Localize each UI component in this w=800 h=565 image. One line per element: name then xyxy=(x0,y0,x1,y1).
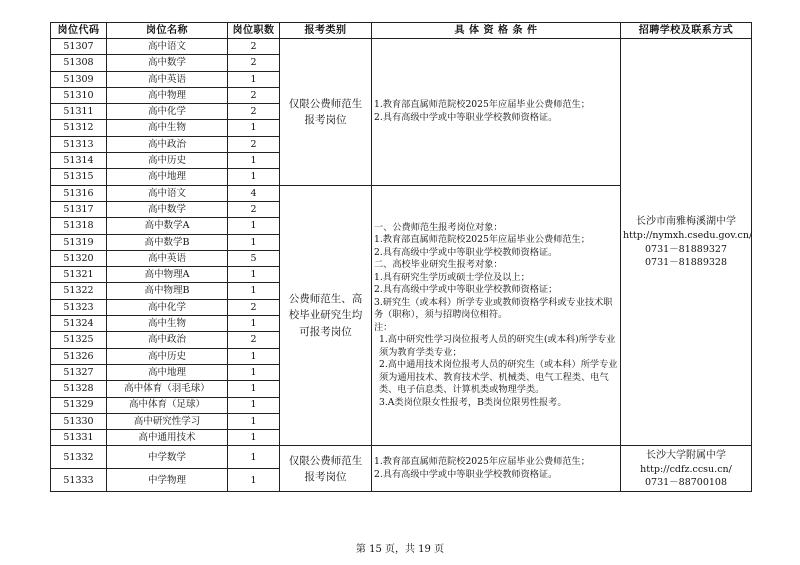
requirement-line: 1.高中研究性学习岗位报考人员的研究生(或本科)所学专业须为教育学类专业； xyxy=(379,334,616,358)
requirement-line: 2.具有高级中学或中等职业学校教师资格证。 xyxy=(374,468,558,480)
recruitment-table xyxy=(50,22,752,492)
job-name: 高中通用技术 xyxy=(107,430,228,446)
job-name: 高中地理 xyxy=(107,364,228,380)
job-code: 51310 xyxy=(51,87,107,103)
contact-cell xyxy=(621,39,752,446)
job-count: 2 xyxy=(228,136,280,152)
school-phone: 0731－81889328 xyxy=(644,256,728,268)
job-count: 4 xyxy=(228,185,280,201)
job-count: 1 xyxy=(228,381,280,397)
job-code: 51318 xyxy=(51,218,107,234)
requirement-line: 3.A类岗位限女性报考，B类岗位限男性报考。 xyxy=(379,396,567,408)
job-name: 高中生物 xyxy=(107,316,228,332)
job-code: 51319 xyxy=(51,234,107,250)
contact-cell xyxy=(621,446,752,492)
job-count: 1 xyxy=(228,218,280,234)
requirement-line: 1.教育部直属师范院校2025年应届毕业公费师范生； xyxy=(374,234,590,246)
job-count: 5 xyxy=(228,250,280,266)
job-count: 2 xyxy=(228,201,280,217)
job-count: 1 xyxy=(228,234,280,250)
job-count: 1 xyxy=(228,169,280,185)
job-code: 51321 xyxy=(51,267,107,283)
requirement-line: 1.具有研究生学历或硕士学位及以上； xyxy=(374,271,530,283)
job-name: 高中历史 xyxy=(107,348,228,364)
job-name: 高中政治 xyxy=(107,136,228,152)
school-url: http://cdfz.ccsu.cn/ xyxy=(640,463,732,475)
job-name: 高中语文 xyxy=(107,185,228,201)
job-name: 高中数学 xyxy=(107,201,228,217)
page-footer: 第 15 页，共 19 页 xyxy=(355,544,445,555)
job-count: 2 xyxy=(228,299,280,315)
job-count: 1 xyxy=(228,71,280,87)
requirement-line: 3.研究生（或本科）所学专业或教师资格学科或专业技术职务（职称），须与招聘岗位相符。 xyxy=(374,296,613,321)
requirement-line: 2.高中通用技术岗位报考人员的研究生（或本科）所学专业须为通用技术、教育技术学、机械类、电气工程类、电气类、电子信息类、计算机类或物理学类。 xyxy=(379,359,618,396)
job-count: 1 xyxy=(228,364,280,380)
school-name: 长沙市南雅梅溪湖中学 xyxy=(636,216,736,228)
job-code: 51313 xyxy=(51,136,107,152)
job-code: 51330 xyxy=(51,413,107,429)
table-row xyxy=(51,446,752,469)
job-name: 高中语文 xyxy=(107,39,228,55)
job-code: 51327 xyxy=(51,364,107,380)
job-name: 中学物理 xyxy=(107,469,228,492)
job-count: 1 xyxy=(228,120,280,136)
requirements-cell xyxy=(372,39,621,186)
header-name: 岗位名称 xyxy=(107,23,228,39)
school-name: 长沙大学附属中学 xyxy=(646,449,726,461)
header-count: 岗位职数 xyxy=(228,23,280,39)
requirement-line: 注： xyxy=(374,321,393,333)
job-count: 1 xyxy=(228,413,280,429)
job-name: 高中物理 xyxy=(107,87,228,103)
requirement-line: 2.具有高级中学或中等职业学校教师资格证。 xyxy=(374,111,558,123)
table-row xyxy=(51,39,752,55)
job-code: 51322 xyxy=(51,283,107,299)
job-code: 51325 xyxy=(51,332,107,348)
job-name: 高中英语 xyxy=(107,71,228,87)
header-code: 岗位代码 xyxy=(51,23,107,39)
job-code: 51309 xyxy=(51,71,107,87)
job-count: 1 xyxy=(228,348,280,364)
requirement-line: 2.具有高级中学或中等职业学校教师资格证； xyxy=(374,284,558,296)
job-code: 51333 xyxy=(51,469,107,492)
job-code: 51314 xyxy=(51,153,107,169)
job-code: 51326 xyxy=(51,348,107,364)
requirement-line: 二、高校毕业研究生报考对象： xyxy=(374,259,503,271)
job-code: 51328 xyxy=(51,381,107,397)
job-name: 高中化学 xyxy=(107,104,228,120)
job-count: 1 xyxy=(228,469,280,492)
job-code: 51332 xyxy=(51,446,107,469)
requirement-line: 2.具有高级中学或中等职业学校教师资格证。 xyxy=(374,246,558,258)
job-code: 51312 xyxy=(51,120,107,136)
table-header-row xyxy=(51,23,752,39)
job-count: 1 xyxy=(228,446,280,469)
category-cell: 仅限公费师范生报考岗位 xyxy=(280,39,372,186)
job-code: 51320 xyxy=(51,250,107,266)
job-code: 51324 xyxy=(51,316,107,332)
requirement-line: 1.教育部直属师范院校2025年应届毕业公费师范生； xyxy=(374,456,590,468)
header-category: 报考类别 xyxy=(280,23,372,39)
job-count: 2 xyxy=(228,104,280,120)
job-count: 2 xyxy=(228,332,280,348)
job-name: 高中数学B xyxy=(107,234,228,250)
school-phone: 0731－88700108 xyxy=(644,476,728,488)
job-code: 51315 xyxy=(51,169,107,185)
requirement-line: 一、公费师范生报考岗位对象： xyxy=(374,221,503,233)
job-code: 51329 xyxy=(51,397,107,413)
job-name: 高中历史 xyxy=(107,153,228,169)
job-count: 2 xyxy=(228,39,280,55)
job-count: 1 xyxy=(228,430,280,446)
job-name: 高中生物 xyxy=(107,120,228,136)
job-code: 51311 xyxy=(51,104,107,120)
job-name: 高中体育（羽毛球） xyxy=(107,381,228,397)
job-name: 高中研究性学习 xyxy=(107,413,228,429)
job-name: 高中物理B xyxy=(107,283,228,299)
job-name: 中学数学 xyxy=(107,446,228,469)
category-cell: 公费师范生、高校毕业研究生均可报考岗位 xyxy=(280,185,372,446)
job-code: 51316 xyxy=(51,185,107,201)
job-count: 1 xyxy=(228,267,280,283)
job-count: 2 xyxy=(228,87,280,103)
job-name: 高中数学A xyxy=(107,218,228,234)
school-url: http://nymxh.csedu.gov.cn/ xyxy=(623,230,753,242)
category-cell: 仅限公费师范生报考岗位 xyxy=(280,446,372,492)
job-name: 高中化学 xyxy=(107,299,228,315)
job-code: 51331 xyxy=(51,430,107,446)
job-code: 51317 xyxy=(51,201,107,217)
job-count: 1 xyxy=(228,316,280,332)
job-code: 51308 xyxy=(51,55,107,71)
job-count: 1 xyxy=(228,283,280,299)
header-contact: 招聘学校及联系方式 xyxy=(621,23,752,39)
school-phone: 0731－81889327 xyxy=(644,243,728,255)
job-code: 51323 xyxy=(51,299,107,315)
job-name: 高中物理A xyxy=(107,267,228,283)
job-name: 高中体育（足球） xyxy=(107,397,228,413)
job-name: 高中数学 xyxy=(107,55,228,71)
job-name: 高中地理 xyxy=(107,169,228,185)
job-count: 1 xyxy=(228,153,280,169)
job-count: 1 xyxy=(228,397,280,413)
job-name: 高中政治 xyxy=(107,332,228,348)
job-name: 高中英语 xyxy=(107,250,228,266)
job-count: 2 xyxy=(228,55,280,71)
job-code: 51307 xyxy=(51,39,107,55)
requirement-line: 1.教育部直属师范院校2025年应届毕业公费师范生； xyxy=(374,99,590,111)
requirements-cell xyxy=(372,185,621,446)
header-requirements: 具 体 资 格 条 件 xyxy=(372,23,621,39)
requirements-cell xyxy=(372,446,621,492)
